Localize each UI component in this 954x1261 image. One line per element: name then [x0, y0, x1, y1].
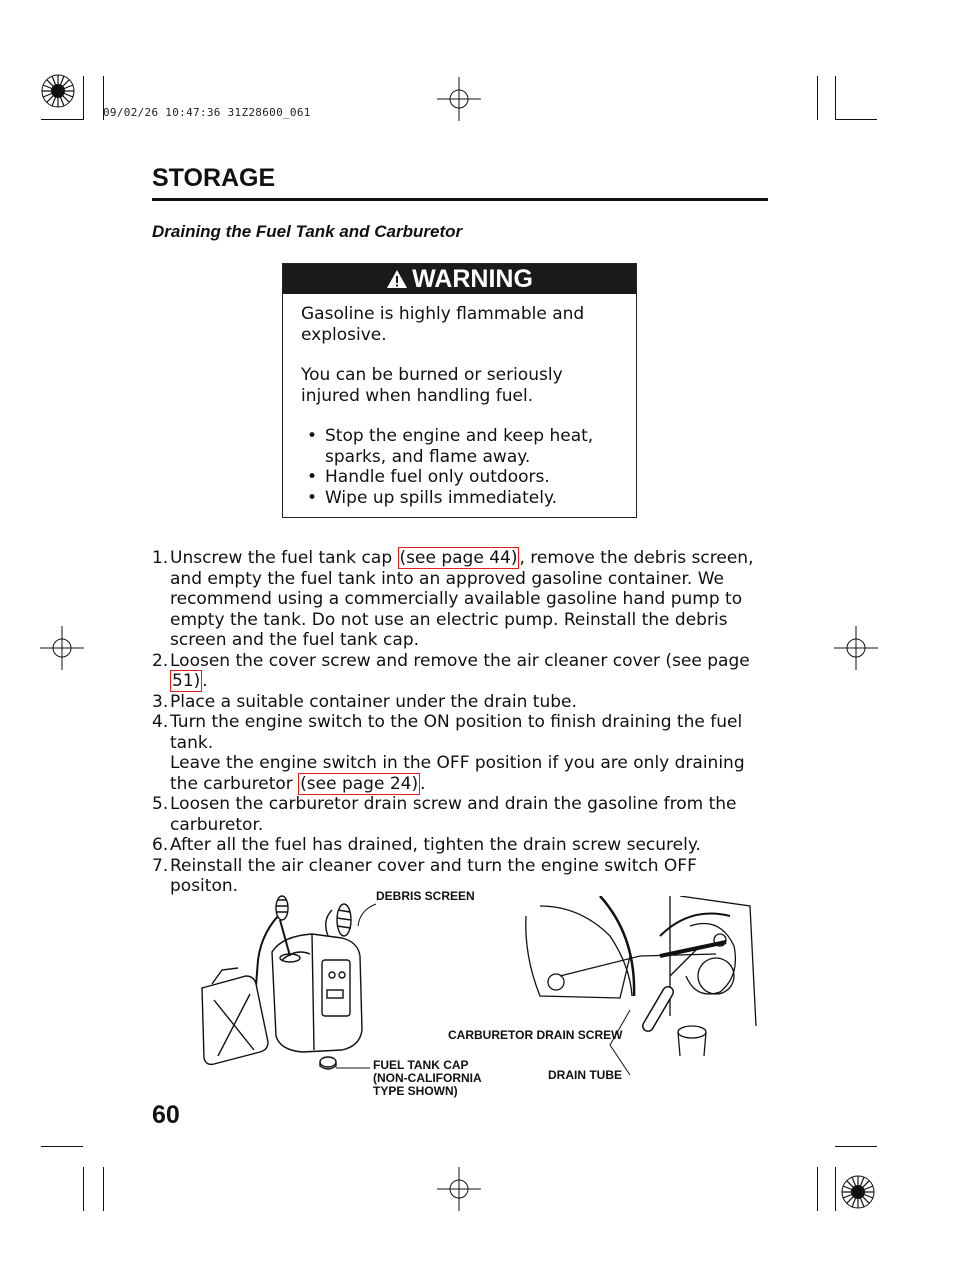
step-text: .: [202, 671, 208, 691]
step-number: 4.: [152, 712, 169, 732]
page-link[interactable]: (see page 24): [300, 773, 419, 794]
steps-list: [152, 548, 764, 897]
fuel-tank-cap-line: FUEL TANK CAP: [373, 1058, 469, 1072]
step-text: After all the fuel has drained, tighten the drain screw securely.: [170, 835, 701, 855]
fuel-tank-cap-label: [373, 1059, 482, 1098]
step-item: [152, 548, 764, 651]
crosshair-icon: [834, 626, 878, 670]
warning-body: [301, 304, 621, 508]
step-number: 6.: [152, 835, 169, 855]
step-number: 7.: [152, 855, 169, 876]
step-number: 3.: [152, 691, 169, 712]
warning-bullet: • Wipe up spills immediately.: [307, 488, 621, 509]
step-text: Place a suitable container under the drain tube.: [170, 691, 577, 712]
step-number: 2.: [152, 650, 169, 671]
step-item: [152, 712, 764, 794]
warning-header: [283, 264, 636, 294]
warning-paragraph: You can be burned or seriously injured when handling fuel.: [301, 365, 563, 406]
fuel-tank-cap-line: TYPE SHOWN): [373, 1084, 458, 1098]
crosshair-icon: [437, 77, 481, 121]
step-item: [152, 692, 764, 713]
warning-box: [282, 263, 637, 518]
page-number: 60: [152, 1101, 180, 1129]
crosshair-icon: [40, 626, 84, 670]
step-text: Unscrew the fuel tank cap: [170, 548, 398, 568]
step-number: 5.: [152, 794, 169, 814]
carburetor-drain-screw-label: CARBURETOR DRAIN SCREW: [448, 1028, 623, 1042]
step-text: Loosen the carburetor drain screw and drain the gasoline from the carburetor.: [170, 794, 737, 835]
page-title: STORAGE: [152, 164, 276, 192]
warning-paragraph: Gasoline is highly flammable and explosive.: [301, 304, 585, 345]
warning-bullet: • Stop the engine and keep heat, sparks, and flame away.: [307, 426, 621, 467]
warning-heading: WARNING: [412, 265, 533, 293]
step-text: Turn the engine switch to the ON position to finish draining the fuel tank.: [170, 712, 743, 753]
step-item: [152, 651, 764, 692]
warning-bullet: • Handle fuel only outdoors.: [307, 467, 621, 488]
step-note: .: [420, 773, 426, 794]
step-text: , remove the debris screen, and empty the fuel tank into an approved gasoline container. We recommend using a commercially available gasoline hand pump to empty the tank. Do not use an electric pump. Reinstall the debris screen and the fuel tank cap.: [170, 548, 754, 650]
step-note: Leave the engine switch in the OFF position if you are only draining the carburetor: [170, 753, 745, 794]
page-link[interactable]: 51): [172, 671, 201, 691]
drain-tube-label: DRAIN TUBE: [548, 1068, 622, 1082]
step-item: [152, 835, 764, 856]
page-link[interactable]: (see page 44): [399, 548, 518, 568]
section-subtitle: Draining the Fuel Tank and Carburetor: [152, 222, 463, 241]
step-number: 1.: [152, 548, 169, 568]
debris-screen-label: DEBRIS SCREEN: [376, 889, 475, 903]
warning-bullets: [301, 426, 621, 508]
step-text: Reinstall the air cleaner cover and turn the engine switch OFF positon.: [170, 855, 697, 896]
crosshair-icon: [437, 1167, 481, 1211]
step-item: [152, 794, 764, 835]
registration-target-icon: [840, 1174, 876, 1210]
print-slug: 09/02/26 10:47:36 31Z28600_061: [103, 106, 311, 119]
step-text: Loosen the cover screw and remove the air cleaner cover (see page: [170, 650, 750, 671]
registration-target-icon: [40, 73, 76, 109]
fuel-tank-cap-line: (NON-CALIFORNIA: [373, 1071, 482, 1085]
warning-triangle-icon: [386, 269, 408, 289]
title-rule: [152, 198, 768, 201]
